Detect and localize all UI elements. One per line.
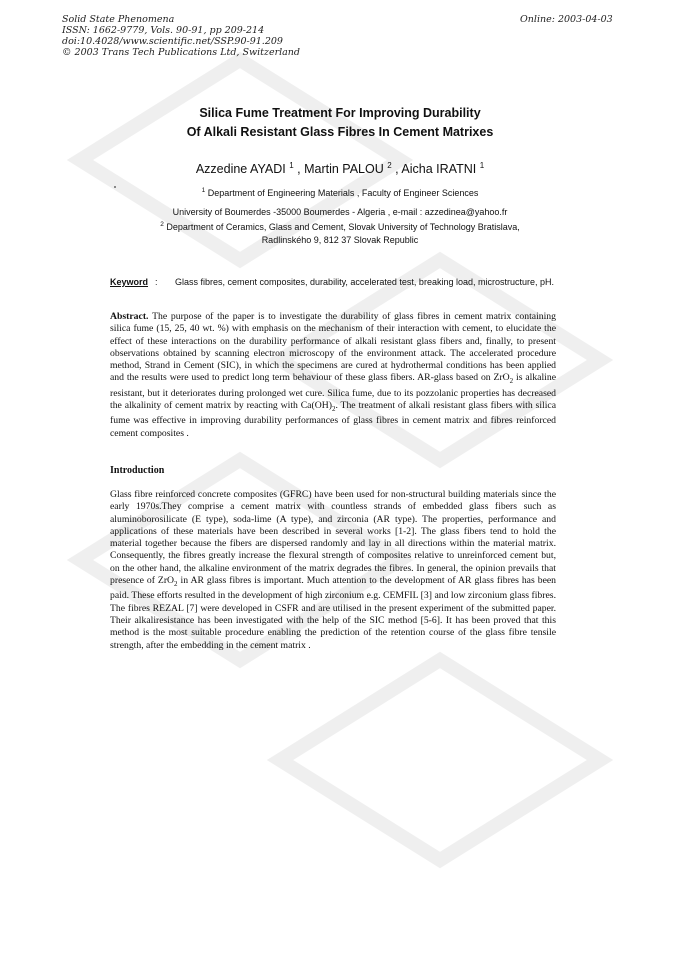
affiliation-1-marker: 1	[201, 187, 206, 194]
affiliation-2	[112, 218, 568, 247]
intro-zro2-sub: 2	[174, 580, 178, 589]
intro-text-2: in AR glass fibres is important. Much attention to the development of AR glass fibres has been paid. These efforts resulted in the development of high zirconium e.g. CEMFIL [3] and low zirconium glass fibres. The fibres REZAL [7] were developed in CSFR and are utilised in the present experiment of the submitted paper. Their alkaliresistance has been investigated with the help of the SIC method [5-6]. It has been proved that this method is the most suitable procedure enabling the prediction of the retention course of the glass fibre tensile strength, after the embedding in the cement matrix .	[110, 575, 557, 651]
affiliation-1-line-2: University of Boumerdes -35000 Boumerdes - Algeria , e-mail : azzedinea@yahoo.fr	[172, 207, 508, 217]
affiliation-2-line-2: Radlinského 9, 812 37 Slovak Republic	[261, 235, 419, 245]
author-list: Azzedine AYADI $^1$ , Martin PALOU $^2$ , Aicha IRATNI $^1$	[195, 161, 485, 177]
affiliation-1-line-1: Department of Engineering Materials , Faculty of Engineer Sciences	[207, 188, 479, 198]
abstract-zro2-sub: 2	[509, 377, 514, 386]
abstract-caoh-sub: 2	[331, 404, 336, 413]
journal-name: Solid State Phenomena	[62, 14, 175, 25]
keyword-label: Keyword	[110, 277, 149, 287]
intro-text-1: Glass fibre reinforced concrete composites (GFRC) have been used for non-structural building materials since the early 1970s.They comprise a cement matrix with countless strands of embedded glass fibers such as aluminoborosilicate (E type), soda-lime (A type), and zirconia (AR type). The properties, performance and applications of these materials have been described in several works [1-2]. The glass fibers tend to hold the material together because the fibers are dispersed randomly and lay in all directions within the material matrix. Consequently, the fibres greatly increase the flexural strength of composites relative to unreinforced cement but, on the other hand, the alkaline environment of the matrix degrades the fibres. In general, the opinion prevails that presence of	[110, 489, 556, 587]
introduction-heading: Introduction	[110, 465, 165, 476]
affiliation-2-line-1: Department of Ceramics, Glass and Cement, Slovak University of Technology Bratislava,	[166, 222, 520, 232]
author-1-affil: 1	[289, 161, 294, 170]
doi-line: doi:10.4028/www.scientific.net/SSP.90-91.209	[62, 36, 283, 47]
paper-title-line-2: Of Alkali Resistant Glass Fibres In Cement Matrixes	[186, 125, 494, 139]
abstract-label: Abstract.	[110, 311, 149, 322]
abstract-text-2: is alkaline resistant, but it deteriorates during prolonged wet cure. Silica fume, due to its pozzolanic properties has decreased the alkalinity of cement matrix by reacting with	[110, 372, 556, 412]
author-2-affil: 2	[387, 161, 392, 170]
abstract-caoh: Ca(OH)	[300, 400, 332, 412]
introduction-paragraph	[110, 489, 556, 652]
issn-line: ISSN: 1662-9779, Vols. 90-91, pp 209-214	[62, 25, 265, 36]
keyword-text: Glass fibres, cement composites, durability, accelerated test, breaking load, microstructure, pH.	[175, 277, 554, 287]
abstract-zro2: ZrO	[493, 372, 510, 384]
author-1: Azzedine AYADI	[195, 162, 286, 177]
intro-zro2: ZrO	[157, 575, 175, 587]
abstract-paragraph	[110, 311, 556, 440]
keyword-colon: :	[155, 277, 158, 287]
abstract-text-1: The purpose of the paper is to investigate the durability of glass fibres in cement matrix containing silica fume (15, 25, 40 wt. %) with emphasis on the mechanism of their interaction with cement, to elucidate the effect of these interactions on the durability performance of alkali resistant glass fibers and, finally, to present observations obtained by scanning electron microscopy of the environment attack. The accelerated procedure method, Strand in Cement (SIC), in which the specimens are cured at hydrothermal conditions has been applied and the results were used to predict long term behaviour of these glass fibers. AR-glass based on	[110, 311, 556, 384]
affiliation-1	[110, 184, 570, 219]
abstract-text-3: . The treatment of alkali resistant glass fibers with silica fume was effective in improving durability performances of glass fibres in cement matrix and fibres reinforced cement composites .	[110, 400, 557, 439]
copyright-line: © 2003 Trans Tech Publications Ltd, Switzerland	[62, 47, 301, 58]
online-date: Online: 2003-04-03	[520, 14, 613, 25]
author-3-affil: 1	[479, 161, 485, 170]
affiliation-2-marker: 2	[160, 221, 164, 228]
author-2: Martin PALOU	[304, 162, 384, 177]
author-3: Aicha IRATNI	[401, 162, 477, 177]
paper-title-line-1: Silica Fume Treatment For Improving Durability	[199, 106, 481, 120]
journal-header	[62, 14, 300, 58]
